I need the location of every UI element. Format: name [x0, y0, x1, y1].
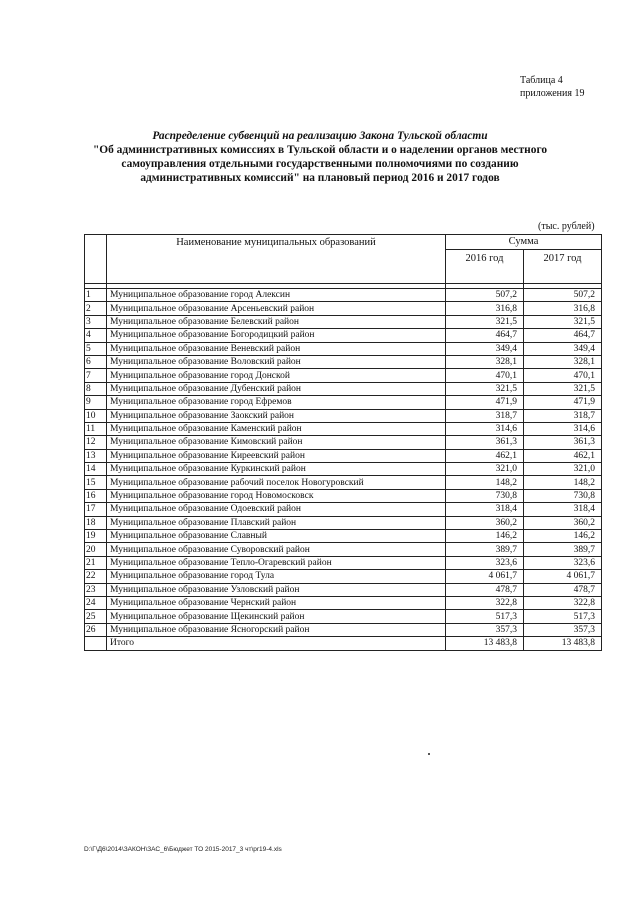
- row-number: 19: [85, 530, 107, 543]
- row-name: Муниципальное образование Воловский район: [107, 355, 446, 368]
- row-value-2017: 357,3: [524, 623, 602, 636]
- table-row: [85, 369, 602, 382]
- title-line-4: административных комиссий" на плановый период 2016 и 2017 годов: [140, 172, 500, 184]
- table-row: [85, 570, 602, 583]
- note-line-2: приложения 19: [520, 88, 585, 99]
- row-name: Муниципальное образование Дубенский район: [107, 382, 446, 395]
- row-name: Муниципальное образование Арсеньевский район: [107, 302, 446, 315]
- row-value-2016: 470,1: [446, 369, 524, 382]
- row-name: Муниципальное образование Ясногорский район: [107, 623, 446, 636]
- row-value-2016: 318,7: [446, 409, 524, 422]
- row-number: 10: [85, 409, 107, 422]
- row-value-2016: 389,7: [446, 543, 524, 556]
- row-name: Муниципальное образование город Тула: [107, 570, 446, 583]
- table-note: [520, 74, 584, 100]
- row-value-2017: 349,4: [524, 342, 602, 355]
- table-row: [85, 476, 602, 489]
- row-value-2017: 318,4: [524, 503, 602, 516]
- row-name: Муниципальное образование Плавский район: [107, 516, 446, 529]
- table-row: [85, 436, 602, 449]
- row-number: 12: [85, 436, 107, 449]
- row-value-2016: 507,2: [446, 289, 524, 302]
- table-row: [85, 289, 602, 302]
- table-row: [85, 596, 602, 609]
- header-year-2017: 2017 год: [524, 250, 602, 284]
- title-line-1: Распределение субвенций на реализацию Закона Тульской области: [152, 130, 488, 142]
- row-value-2016: 730,8: [446, 489, 524, 502]
- row-value-2016: 318,4: [446, 503, 524, 516]
- row-value-2016: 464,7: [446, 329, 524, 342]
- scan-dot: [428, 753, 430, 755]
- table-row: [85, 449, 602, 462]
- table-row: [85, 610, 602, 623]
- row-value-2017: 328,1: [524, 355, 602, 368]
- row-number: 26: [85, 623, 107, 636]
- row-value-2017: 360,2: [524, 516, 602, 529]
- row-number: 7: [85, 369, 107, 382]
- row-name: Муниципальное образование Узловский район: [107, 583, 446, 596]
- row-name: Муниципальное образование город Донской: [107, 369, 446, 382]
- table-row: [85, 355, 602, 368]
- row-value-2016: 323,6: [446, 556, 524, 569]
- row-value-2016: 4 061,7: [446, 570, 524, 583]
- row-name: Муниципальное образование Чернский район: [107, 596, 446, 609]
- units-label: (тыс. рублей): [538, 221, 595, 232]
- row-name: Муниципальное образование Заокский район: [107, 409, 446, 422]
- row-name: Муниципальное образование рабочий поселок Новогуровский: [107, 476, 446, 489]
- row-value-2017: 314,6: [524, 422, 602, 435]
- row-value-2016: 471,9: [446, 396, 524, 409]
- row-value-2016: 517,3: [446, 610, 524, 623]
- table-row: [85, 530, 602, 543]
- subsidy-table: [84, 234, 602, 651]
- row-value-2017: 321,0: [524, 463, 602, 476]
- table-row: [85, 329, 602, 342]
- row-number: 15: [85, 476, 107, 489]
- row-value-2017: 4 061,7: [524, 570, 602, 583]
- row-value-2016: 361,3: [446, 436, 524, 449]
- row-number: 3: [85, 315, 107, 328]
- row-value-2017: 323,6: [524, 556, 602, 569]
- subsidy-table-body: [85, 235, 602, 651]
- row-name: Муниципальное образование Щекинский район: [107, 610, 446, 623]
- row-value-2017: 470,1: [524, 369, 602, 382]
- table-row: [85, 382, 602, 395]
- row-value-2016: 360,2: [446, 516, 524, 529]
- row-number: 16: [85, 489, 107, 502]
- table-row: [85, 516, 602, 529]
- row-name: Муниципальное образование Славный: [107, 530, 446, 543]
- row-value-2016: 316,8: [446, 302, 524, 315]
- row-name: Муниципальное образование Каменский район: [107, 422, 446, 435]
- row-value-2016: 148,2: [446, 476, 524, 489]
- total-value-2016: 13 483,8: [446, 637, 524, 650]
- row-name: Муниципальное образование Куркинский район: [107, 463, 446, 476]
- table-row: [85, 503, 602, 516]
- title-line-3: самоуправления отдельными государственными полномочиями по созданию: [121, 158, 519, 170]
- row-name: Муниципальное образование Богородицкий район: [107, 329, 446, 342]
- table-row: [85, 489, 602, 502]
- row-number: 24: [85, 596, 107, 609]
- row-number: 17: [85, 503, 107, 516]
- total-label: Итого: [107, 637, 446, 650]
- row-value-2016: 462,1: [446, 449, 524, 462]
- title-line-2: "Об административных комиссиях в Тульской области и о наделении органов местного: [92, 144, 548, 156]
- row-value-2016: 322,8: [446, 596, 524, 609]
- table-row: [85, 315, 602, 328]
- row-value-2017: 148,2: [524, 476, 602, 489]
- row-value-2016: 328,1: [446, 355, 524, 368]
- row-name: Муниципальное образование Кимовский район: [107, 436, 446, 449]
- row-value-2017: 321,5: [524, 315, 602, 328]
- row-value-2016: 321,0: [446, 463, 524, 476]
- row-value-2017: 321,5: [524, 382, 602, 395]
- row-value-2016: 314,6: [446, 422, 524, 435]
- row-value-2017: 361,3: [524, 436, 602, 449]
- row-value-2017: 462,1: [524, 449, 602, 462]
- row-value-2016: 349,4: [446, 342, 524, 355]
- row-name: Муниципальное образование город Алексин: [107, 289, 446, 302]
- row-number: 22: [85, 570, 107, 583]
- row-value-2016: 478,7: [446, 583, 524, 596]
- row-value-2016: 357,3: [446, 623, 524, 636]
- row-number: 1: [85, 289, 107, 302]
- row-name: Муниципальное образование Киреевский район: [107, 449, 446, 462]
- row-value-2017: 322,8: [524, 596, 602, 609]
- row-value-2017: 389,7: [524, 543, 602, 556]
- row-number: 14: [85, 463, 107, 476]
- table-row: [85, 543, 602, 556]
- table-row: [85, 556, 602, 569]
- row-name: Муниципальное образование Белевский район: [107, 315, 446, 328]
- file-path-footer: D:\Г\Д6\2014\ЗАКОН\ЗАС_6\Бюджет ТО 2015-2017_3 чт\pr19-4.xls: [84, 846, 282, 853]
- row-value-2016: 146,2: [446, 530, 524, 543]
- row-number: 2: [85, 302, 107, 315]
- header-year-2016: 2016 год: [446, 250, 524, 284]
- header-number-cell: [85, 235, 107, 284]
- row-number: 11: [85, 422, 107, 435]
- table-row: [85, 396, 602, 409]
- row-number: 8: [85, 382, 107, 395]
- total-number-cell: [85, 637, 107, 650]
- row-name: Муниципальное образование Тепло-Огаревский район: [107, 556, 446, 569]
- row-value-2017: 730,8: [524, 489, 602, 502]
- row-value-2017: 478,7: [524, 583, 602, 596]
- row-value-2017: 507,2: [524, 289, 602, 302]
- table-row: [85, 409, 602, 422]
- row-value-2016: 321,5: [446, 315, 524, 328]
- document-title: [60, 129, 580, 185]
- row-name: Муниципальное образование город Ефремов: [107, 396, 446, 409]
- row-number: 6: [85, 355, 107, 368]
- row-number: 20: [85, 543, 107, 556]
- row-name: Муниципальное образование город Новомосковск: [107, 489, 446, 502]
- row-name: Муниципальное образование Суворовский район: [107, 543, 446, 556]
- row-number: 4: [85, 329, 107, 342]
- header-name: Наименование муниципальных образований: [107, 235, 446, 284]
- row-value-2017: 316,8: [524, 302, 602, 315]
- row-number: 13: [85, 449, 107, 462]
- row-name: Муниципальное образование Одоевский район: [107, 503, 446, 516]
- table-total-row: [85, 637, 602, 650]
- row-number: 5: [85, 342, 107, 355]
- table-row: [85, 302, 602, 315]
- row-name: Муниципальное образование Веневский район: [107, 342, 446, 355]
- table-row: [85, 342, 602, 355]
- total-value-2017: 13 483,8: [524, 637, 602, 650]
- row-value-2017: 471,9: [524, 396, 602, 409]
- row-value-2016: 321,5: [446, 382, 524, 395]
- row-number: 18: [85, 516, 107, 529]
- table-row: [85, 583, 602, 596]
- note-line-1: Таблица 4: [520, 75, 563, 86]
- header-sum: Сумма: [446, 235, 602, 250]
- row-number: 21: [85, 556, 107, 569]
- row-number: 9: [85, 396, 107, 409]
- row-value-2017: 517,3: [524, 610, 602, 623]
- table-row: [85, 422, 602, 435]
- row-number: 23: [85, 583, 107, 596]
- row-value-2017: 146,2: [524, 530, 602, 543]
- table-row: [85, 463, 602, 476]
- table-header-row-1: [85, 235, 602, 250]
- row-value-2017: 318,7: [524, 409, 602, 422]
- table-row: [85, 623, 602, 636]
- row-value-2017: 464,7: [524, 329, 602, 342]
- row-number: 25: [85, 610, 107, 623]
